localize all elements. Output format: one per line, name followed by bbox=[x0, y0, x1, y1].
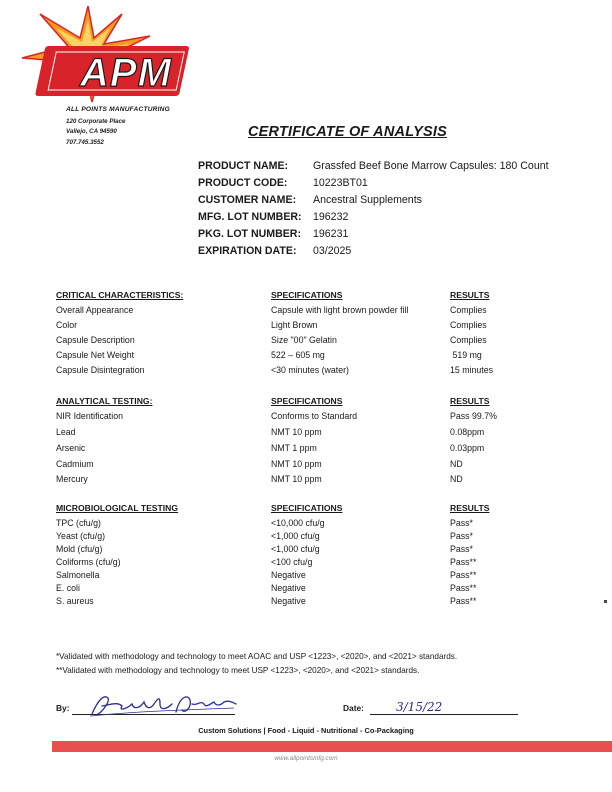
company-tagline: Custom Solutions | Food - Liquid - Nutritional - Co-Packaging bbox=[198, 726, 414, 735]
company-name: ALL POINTS MANUFACTURING bbox=[66, 106, 170, 113]
test-spec: NMT 10 ppm bbox=[271, 427, 322, 437]
pkg-lot-label: PKG. LOT NUMBER: bbox=[198, 228, 301, 240]
test-result: 519 mg bbox=[450, 350, 482, 360]
test-name: Salmonella bbox=[56, 570, 100, 580]
footnote-usp: **Validated with methodology and technology to meet USP <1223>, <2020>, and <2021> standards. bbox=[56, 666, 420, 675]
test-spec: Negative bbox=[271, 583, 306, 593]
handwritten-signature bbox=[88, 690, 238, 720]
test-name: Capsule Disintegration bbox=[56, 365, 145, 375]
test-result: Pass** bbox=[450, 557, 477, 567]
test-name: S. aureus bbox=[56, 596, 94, 606]
test-name: Lead bbox=[56, 427, 76, 437]
test-spec: NMT 1 ppm bbox=[271, 443, 317, 453]
test-result: 0.08ppm bbox=[450, 427, 485, 437]
company-address-line2: Vallejo, CA 94590 bbox=[66, 128, 117, 135]
date-label: Date: bbox=[343, 703, 364, 713]
test-result: 15 minutes bbox=[450, 365, 494, 375]
test-spec: <1,000 cfu/g bbox=[271, 544, 320, 554]
test-name: Mold (cfu/g) bbox=[56, 544, 103, 554]
company-address-line1: 120 Corporate Place bbox=[66, 118, 126, 125]
test-spec: Size "00" Gelatin bbox=[271, 335, 337, 345]
test-spec: Negative bbox=[271, 570, 306, 580]
test-result: Pass* bbox=[450, 531, 473, 541]
product-code-value: 10223BT01 bbox=[313, 177, 368, 189]
test-name: Color bbox=[56, 320, 78, 330]
test-result: 0.03ppm bbox=[450, 443, 485, 453]
company-phone: 707.745.3552 bbox=[66, 139, 104, 146]
test-spec: Capsule with light brown powder fill bbox=[271, 305, 409, 315]
test-spec: <100 cfu/g bbox=[271, 557, 313, 567]
test-result: Pass** bbox=[450, 583, 477, 593]
test-result: Pass* bbox=[450, 544, 473, 554]
test-name: Coliforms (cfu/g) bbox=[56, 557, 121, 567]
scan-mark bbox=[604, 600, 607, 603]
test-name: Mercury bbox=[56, 474, 88, 484]
results-column-header: RESULTS bbox=[450, 396, 490, 406]
test-name: Yeast (cfu/g) bbox=[56, 531, 106, 541]
test-result: Pass 99.7% bbox=[450, 411, 497, 421]
date-line bbox=[370, 714, 518, 715]
test-name: Arsenic bbox=[56, 443, 86, 453]
spec-column-header: SPECIFICATIONS bbox=[271, 396, 343, 406]
product-name-value: Grassfed Beef Bone Marrow Capsules: 180 Count bbox=[313, 160, 549, 172]
test-result: Pass** bbox=[450, 596, 477, 606]
test-spec: <30 minutes (water) bbox=[271, 365, 349, 375]
test-name: NIR Identification bbox=[56, 411, 123, 421]
spec-column-header: SPECIFICATIONS bbox=[271, 503, 343, 513]
customer-name-label: CUSTOMER NAME: bbox=[198, 194, 297, 206]
spec-column-header: SPECIFICATIONS bbox=[271, 290, 343, 300]
results-column-header: RESULTS bbox=[450, 290, 490, 300]
website-url: www.allpointsmfg.com bbox=[274, 755, 338, 762]
test-spec: NMT 10 ppm bbox=[271, 459, 322, 469]
signed-date: 3/15/22 bbox=[396, 700, 443, 714]
document-title: CERTIFICATE OF ANALYSIS bbox=[248, 124, 448, 140]
test-name: Capsule Net Weight bbox=[56, 350, 135, 360]
test-name: Cadmium bbox=[56, 459, 94, 469]
section-heading: MICROBIOLOGICAL TESTING bbox=[56, 503, 179, 513]
test-name: E. coli bbox=[56, 583, 80, 593]
logo-text: APM bbox=[80, 51, 172, 95]
test-spec: Negative bbox=[271, 596, 306, 606]
test-spec: Conforms to Standard bbox=[271, 411, 358, 421]
test-spec: NMT 10 ppm bbox=[271, 474, 322, 484]
by-label: By: bbox=[56, 703, 70, 713]
pkg-lot-value: 196231 bbox=[313, 228, 349, 240]
test-name: TPC (cfu/g) bbox=[56, 518, 101, 528]
test-name: Capsule Description bbox=[56, 335, 135, 345]
test-result: Pass** bbox=[450, 570, 477, 580]
section-heading: CRITICAL CHARACTERISTICS: bbox=[56, 290, 184, 300]
expiration-date-label: EXPIRATION DATE: bbox=[198, 245, 297, 257]
product-code-label: PRODUCT CODE: bbox=[198, 177, 288, 189]
results-column-header: RESULTS bbox=[450, 503, 490, 513]
test-result: Complies bbox=[450, 320, 487, 330]
customer-name-value: Ancestral Supplements bbox=[313, 194, 422, 206]
mfg-lot-value: 196232 bbox=[313, 211, 349, 223]
test-spec: <1,000 cfu/g bbox=[271, 531, 320, 541]
test-result: ND bbox=[450, 474, 463, 484]
footer-bar bbox=[52, 741, 612, 752]
mfg-lot-label: MFG. LOT NUMBER: bbox=[198, 211, 302, 223]
test-spec: <10,000 cfu/g bbox=[271, 518, 325, 528]
test-result: Complies bbox=[450, 335, 487, 345]
section-heading: ANALYTICAL TESTING: bbox=[56, 396, 153, 406]
apm-logo bbox=[18, 6, 198, 106]
test-spec: Light Brown bbox=[271, 320, 318, 330]
test-result: ND bbox=[450, 459, 463, 469]
test-result: Pass* bbox=[450, 518, 473, 528]
test-result: Complies bbox=[450, 305, 487, 315]
footnote-aoac: *Validated with methodology and technology to meet AOAC and USP <1223>, <2020>, and <2021> standards. bbox=[56, 652, 458, 661]
expiration-date-value: 03/2025 bbox=[313, 245, 352, 257]
test-name: Overall Appearance bbox=[56, 305, 134, 315]
product-name-label: PRODUCT NAME: bbox=[198, 160, 289, 172]
test-spec: 522 – 605 mg bbox=[271, 350, 325, 360]
